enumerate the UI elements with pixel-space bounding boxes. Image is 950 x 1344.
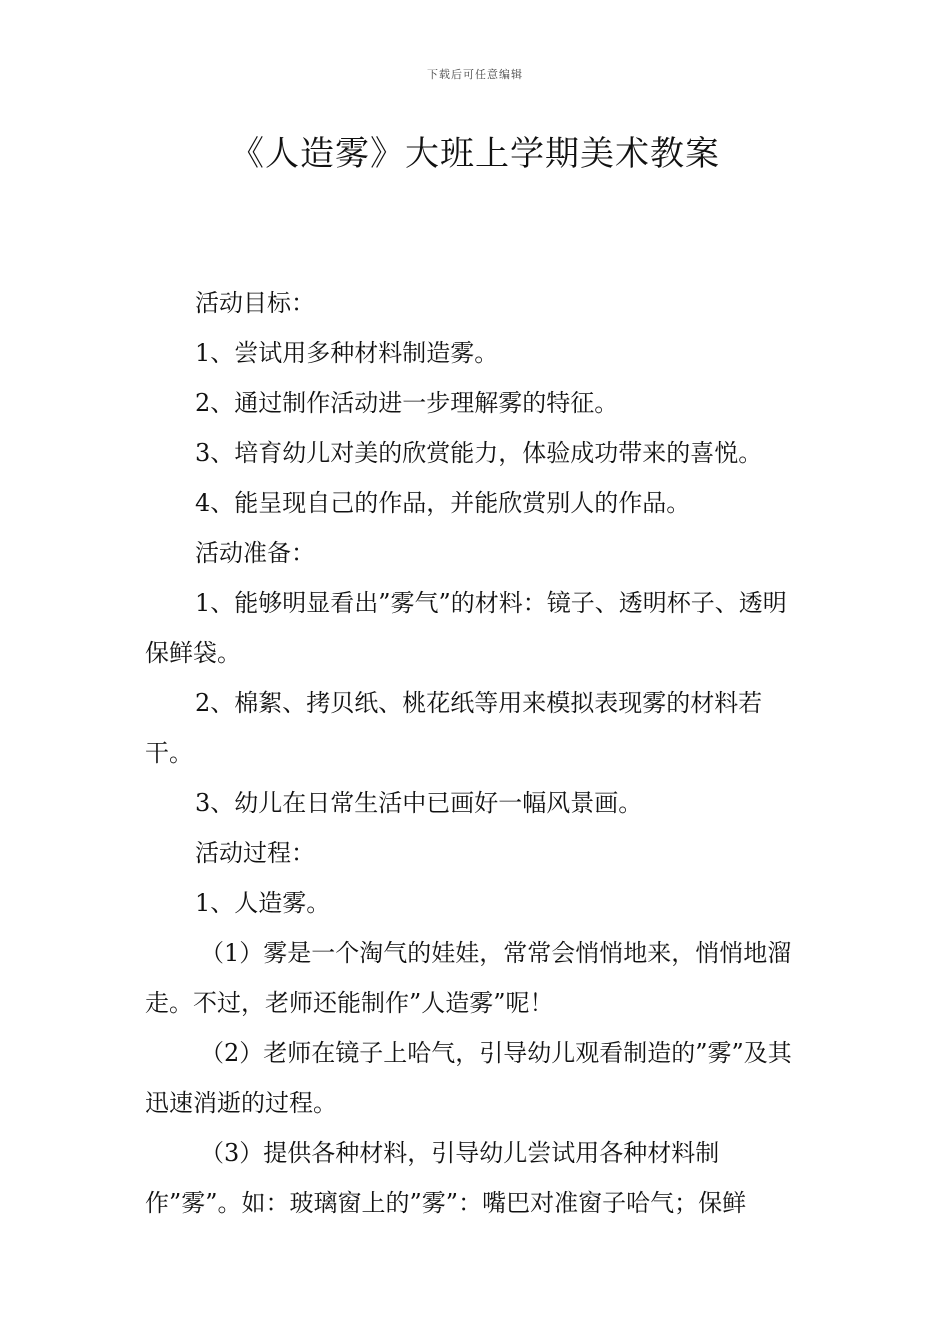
goal-item: 4、能呈现自己的作品，并能欣赏别人的作品。 [195, 489, 691, 517]
process-substep: （1）雾是一个淘气的娃娃，常常会悄悄地来，悄悄地溜走。不过，老师还能制作”人造雾”呢！ [145, 939, 792, 1017]
section-heading-goals: 活动目标： [195, 289, 315, 317]
goal-item: 3、培育幼儿对美的欣赏能力，体验成功带来的喜悦。 [195, 439, 763, 467]
section-heading-preparation: 活动准备： [195, 539, 315, 567]
document-body [145, 278, 810, 1228]
process-substep: （2）老师在镜子上哈气，引导幼儿观看制造的”雾”及其迅速消逝的过程。 [145, 1039, 792, 1117]
process-step: 1、人造雾。 [195, 889, 331, 917]
document-title: 《人造雾》大班上学期美术教案 [230, 134, 720, 174]
section-heading-process: 活动过程： [195, 839, 315, 867]
goal-item: 2、通过制作活动进一步理解雾的特征。 [195, 389, 619, 417]
header-note: 下载后可任意编辑 [427, 68, 523, 81]
preparation-item: 2、棉絮、拷贝纸、桃花纸等用来模拟表现雾的材料若干。 [145, 689, 763, 767]
preparation-item: 1、能够明显看出”雾气”的材料：镜子、透明杯子、透明保鲜袋。 [145, 589, 787, 667]
preparation-item: 3、幼儿在日常生活中已画好一幅风景画。 [195, 789, 643, 817]
process-substep: （3）提供各种材料，引导幼儿尝试用各种材料制作”雾”。如：玻璃窗上的”雾”：嘴巴对准窗子哈气；保鲜 [145, 1139, 747, 1217]
goal-item: 1、尝试用多种材料制造雾。 [195, 339, 499, 367]
